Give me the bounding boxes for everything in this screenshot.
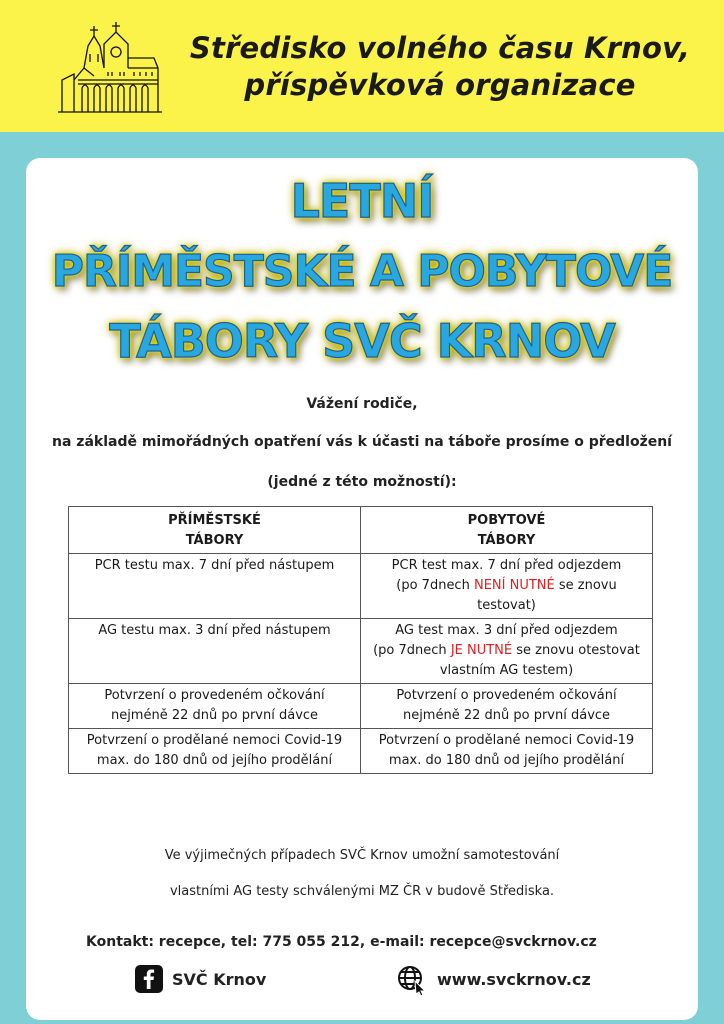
table-cell: Potvrzení o provedeném očkování nejméně 22 dnů po první dávce (361, 684, 653, 729)
table-row (69, 554, 653, 619)
facebook-icon[interactable] (135, 965, 163, 993)
requirements-table (68, 506, 653, 774)
table-header-row (69, 507, 653, 554)
organization-title (170, 30, 710, 104)
intro-text: na základě mimořádných opatření vás k účasti na táboře prosíme o předložení (52, 434, 672, 450)
table-cell: PCR test max. 7 dní před odjezdem (po 7dnech NENÍ NUTNÉ se znovu testovat) (361, 554, 653, 619)
self-testing-note-line1: Ve výjimečných případech SVČ Krnov umožní samotestování (164, 848, 560, 863)
table-cell: Potvrzení o prodělané nemoci Covid-19 max. do 180 dnů od jejího prodělání (361, 729, 653, 774)
headline-line3: TÁBORY SVČ KRNOV (109, 314, 615, 368)
table-row (69, 619, 653, 684)
table-cell: Potvrzení o provedeném očkování nejméně 22 dnů po první dávce (69, 684, 361, 729)
table-cell: PCR testu max. 7 dní před nástupem (69, 554, 361, 619)
town-hall-icon (54, 18, 166, 116)
website-link[interactable]: www.svckrnov.cz (437, 970, 591, 989)
header-banner (0, 0, 724, 132)
self-testing-note-line2: vlastními AG testy schválenými MZ ČR v budově Střediska. (169, 884, 555, 899)
globe-cursor-icon[interactable] (396, 964, 428, 996)
highlight-not-required: NENÍ NUTNÉ (473, 578, 555, 593)
highlight-required: JE NUTNÉ (450, 643, 513, 658)
headline-line1: LETNÍ (290, 174, 434, 228)
headline-line2: PŘÍMĚSTSKÉ A POBYTOVÉ (51, 246, 673, 297)
facebook-link[interactable]: SVČ Krnov (172, 970, 267, 989)
contact-line: Kontakt: recepce, tel: 775 055 212, e-mail: recepce@svckrnov.cz (86, 934, 597, 950)
intro-choice: (jedné z této možností): (267, 474, 457, 490)
organization-title-line1: Středisko volného času Krnov, (189, 31, 691, 65)
table-row (69, 684, 653, 729)
header-residential-camps: POBYTOVÉ TÁBORY (361, 507, 653, 554)
header-day-camps: PŘÍMĚSTSKÉ TÁBORY (69, 507, 361, 554)
table-cell: AG testu max. 3 dní před nástupem (69, 619, 361, 684)
table-cell: Potvrzení o prodělané nemoci Covid-19 max. do 180 dnů od jejího prodělání (69, 729, 361, 774)
table-row (69, 729, 653, 774)
greeting: Vážení rodiče, (306, 396, 418, 412)
organization-title-line2: příspěvková organizace (244, 68, 636, 102)
table-cell: AG test max. 3 dní před odjezdem (po 7dnech JE NUTNÉ se znovu otestovat vlastním AG testem) (361, 619, 653, 684)
